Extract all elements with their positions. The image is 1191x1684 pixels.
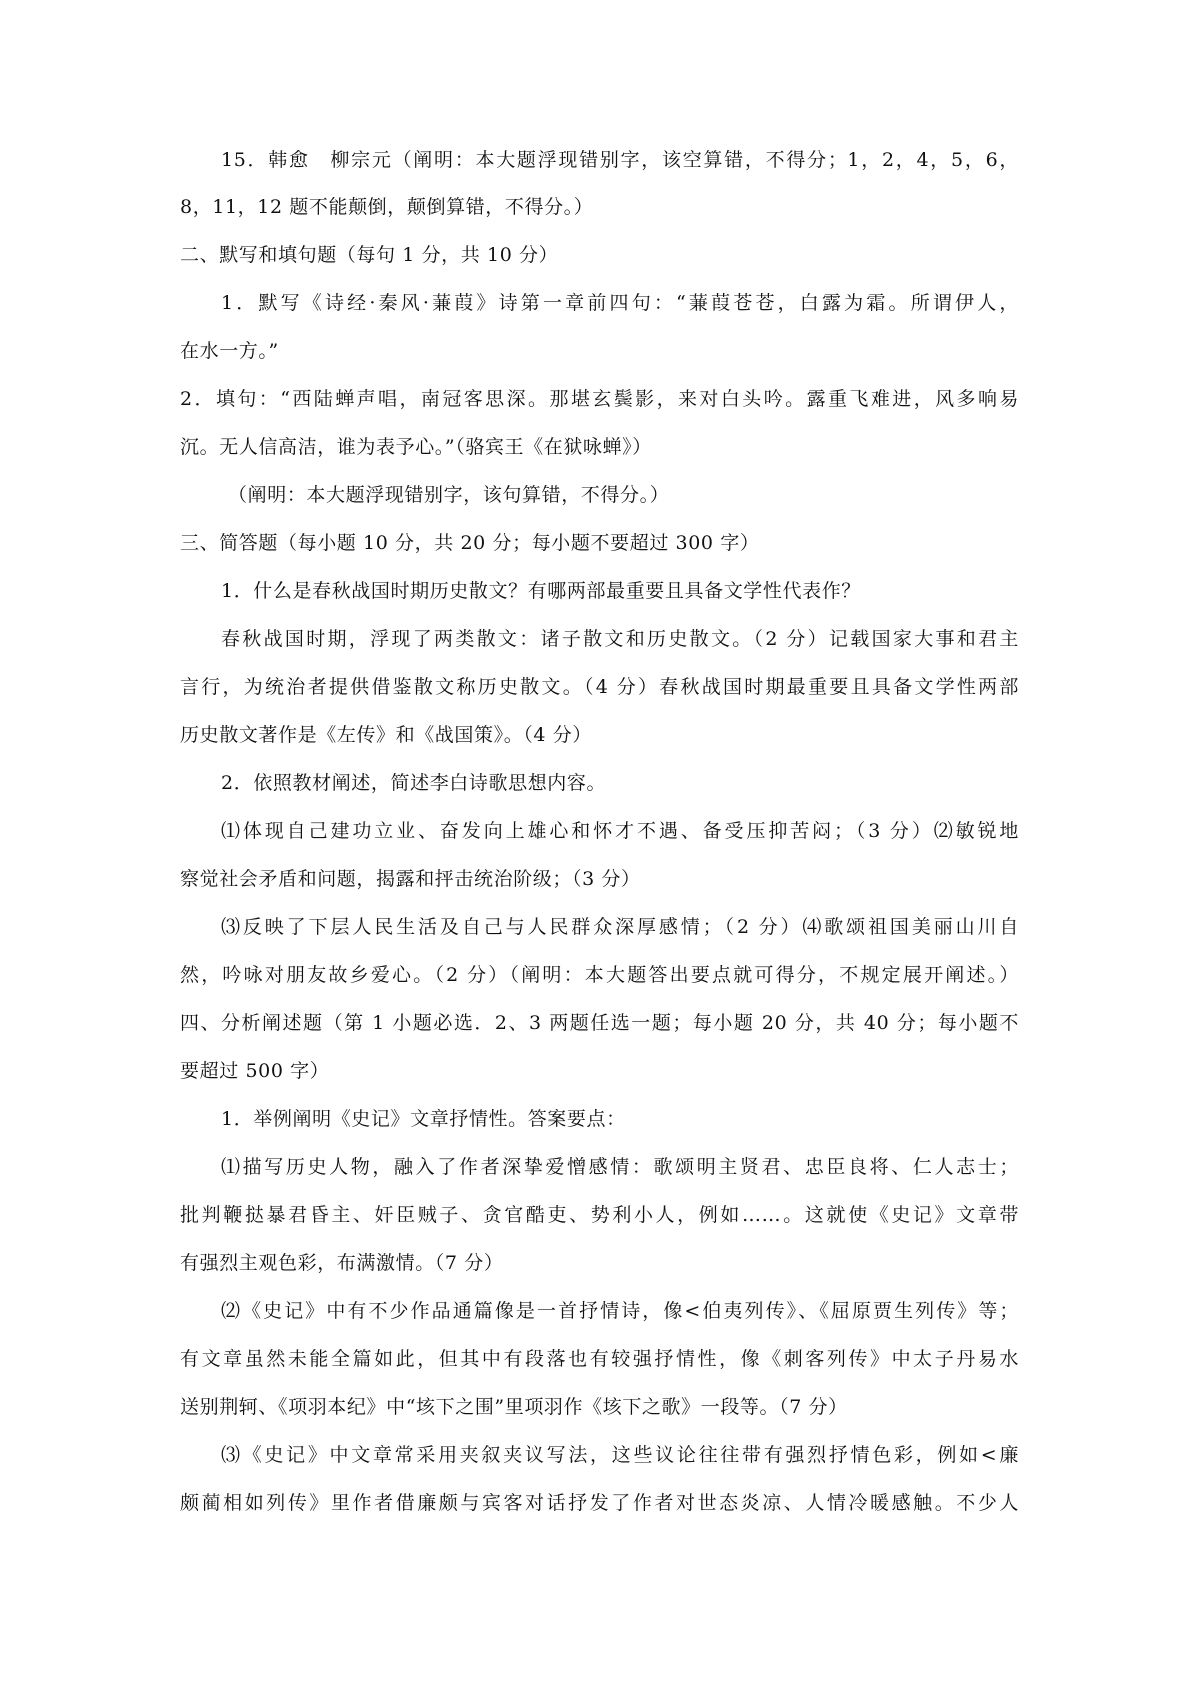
text-line: 然，吟咏对朋友故乡爱心。（2 分）（阐明：本大题答出要点就可得分，不规定展开阐述。） — [180, 964, 1019, 986]
text-line: 送别荆轲、《项羽本纪》中“垓下之围”里项羽作《垓下之歌》一段等。（7 分） — [180, 1396, 848, 1418]
text-line: 察觉社会矛盾和问题，揭露和抨击统治阶级；（3 分） — [180, 868, 641, 890]
text-line: 批判鞭挞暴君昏主、奸臣贼子、贪官酷吏、势利小人，例如……。这就使《史记》文章带 — [180, 1204, 1019, 1226]
text-line: 2．填句：“西陆蝉声唱，南冠客思深。那堪玄鬓影，来对白头吟。露重飞难进，风多响易 — [180, 388, 1019, 410]
text-line: 1．什么是春秋战国时期历史散文？有哪两部最重要且具备文学性代表作？ — [221, 580, 861, 602]
text-line: ⑶《史记》中文章常采用夹叙夹议写法，这些议论往往带有强烈抒情色彩，例如<廉 — [221, 1444, 1019, 1466]
text-line: ⑴体现自己建功立业、奋发向上雄心和怀才不遇、备受压抑苦闷；（3 分）⑵敏锐地 — [221, 820, 1019, 842]
text-line: 有强烈主观色彩，布满激情。（7 分） — [180, 1252, 504, 1274]
text-line: ⑴描写历史人物，融入了作者深挚爱憎感情：歌颂明主贤君、忠臣良将、仁人志士； — [221, 1156, 1019, 1178]
text-line: 有文章虽然未能全篇如此，但其中有段落也有较强抒情性，像《刺客列传》中太子丹易水 — [180, 1348, 1019, 1370]
text-line: 在水一方。” — [180, 340, 279, 362]
text-line: 1．默写《诗经·秦风·蒹葭》诗第一章前四句：“蒹葭苍苍，白露为霜。所谓伊人， — [221, 292, 1019, 314]
text-line: （阐明：本大题浮现错别字，该句算错，不得分。） — [228, 484, 670, 506]
section-heading: 四、分析阐述题（第 1 小题必选．2、3 两题任选一题；每小题 20 分，共 40 分；每小题不 — [180, 1012, 1019, 1034]
text-line: 春秋战国时期，浮现了两类散文：诸子散文和历史散文。（2 分）记载国家大事和君主 — [221, 628, 1019, 650]
text-line: 颇蔺相如列传》里作者借廉颇与宾客对话抒发了作者对世态炎凉、人情冷暖感触。不少人 — [180, 1492, 1019, 1514]
text-line: ⑶反映了下层人民生活及自己与人民群众深厚感情；（2 分）⑷歌颂祖国美丽山川自 — [221, 916, 1019, 938]
section-heading: 三、简答题（每小题 10 分，共 20 分；每小题不要超过 300 字） — [180, 532, 760, 554]
text-line: ⑵《史记》中有不少作品通篇像是一首抒情诗，像<伯夷列传》、《屈原贾生列传》等； — [221, 1300, 1019, 1322]
text-line: 2．依照教材阐述，简述李白诗歌思想内容。 — [221, 772, 607, 794]
section-heading: 二、默写和填句题（每句 1 分，共 10 分） — [180, 244, 559, 266]
text-line: 要超过 500 字） — [180, 1060, 330, 1082]
text-line: 沉。无人信高洁，谁为表予心。”（骆宾王《在狱咏蝉》） — [180, 436, 652, 458]
text-line: 1．举例阐明《史记》文章抒情性。答案要点： — [221, 1108, 626, 1130]
text-line: 历史散文著作是《左传》和《战国策》。（4 分） — [180, 724, 592, 746]
text-line: 言行，为统治者提供借鉴散文称历史散文。（4 分）春秋战国时期最重要且具备文学性两部 — [180, 676, 1019, 698]
text-line: 15．韩愈 柳宗元（阐明：本大题浮现错别字，该空算错，不得分；1，2，4，5，6， — [221, 149, 1019, 171]
text-line: 8，11，12 题不能颠倒，颠倒算错，不得分。） — [180, 196, 594, 218]
